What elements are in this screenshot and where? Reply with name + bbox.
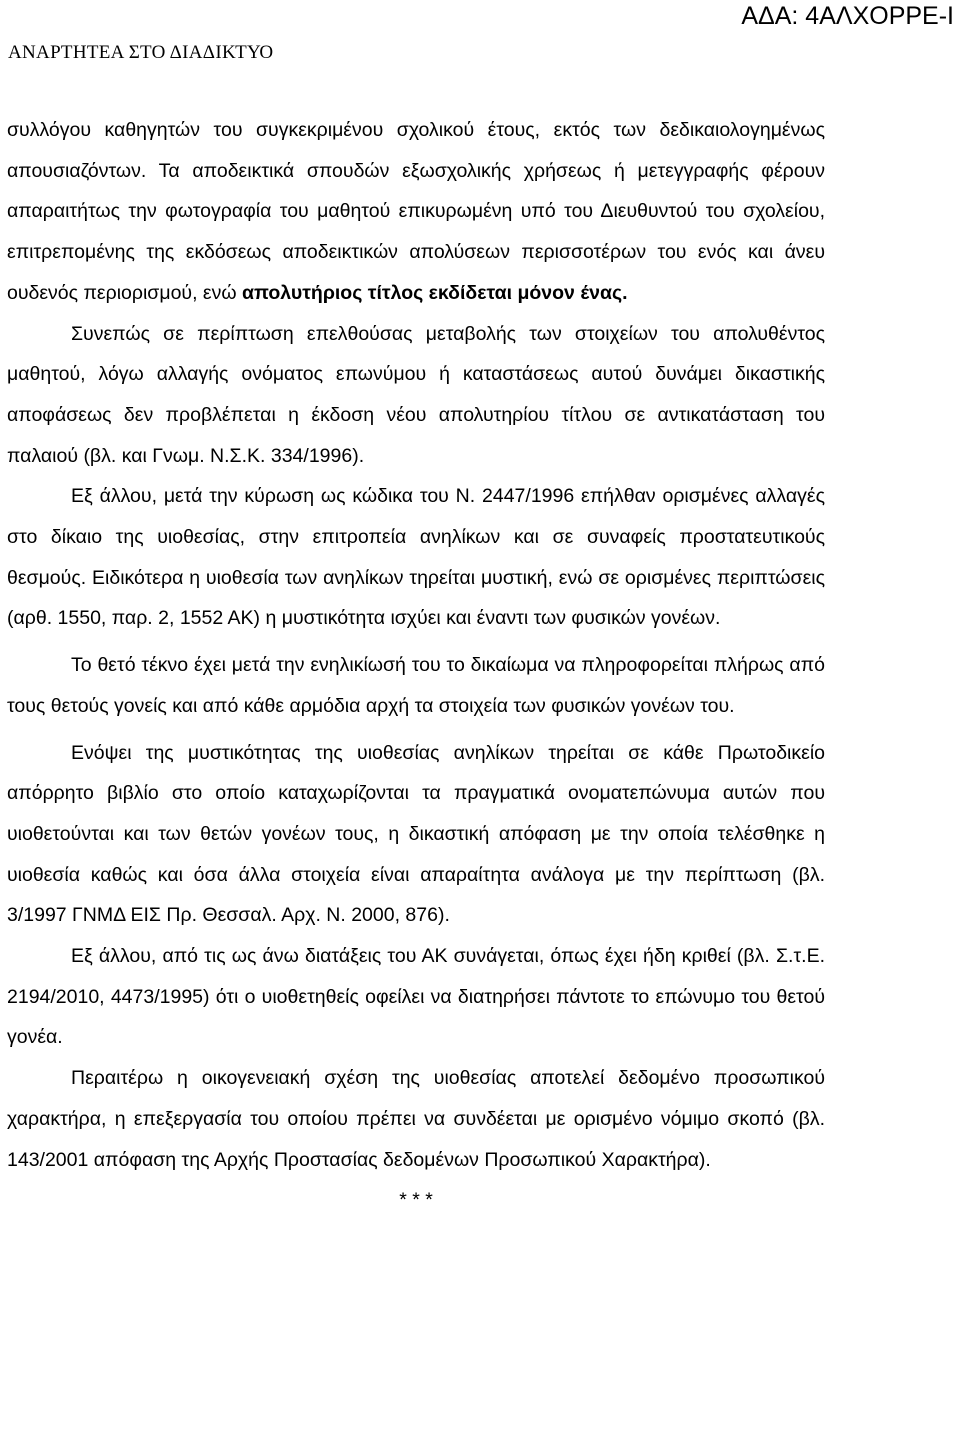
paragraph-3: Εξ άλλου, μετά την κύρωση ως κώδικα του Ν. 2447/1996 επήλθαν ορισμένες αλλαγές στο δίκαιο της υιοθεσίας, στην επιτροπεία ανηλίκων και σε συναφείς προστατευτικούς θεσμούς. Ειδικότερα η υιοθεσία των ανηλίκων τηρείται μυστική, ενώ σε ορισμένες περιπτώσεις (αρθ. 1550, παρ. 2, 1552 ΑΚ) η μυστικότητα ισχύει και έναντι των φυσικών γονέων.	[7, 485, 825, 630]
paragraph-1-bold: απολυτήριος τίτλος εκδίδεται μόνον ένας.	[242, 281, 628, 304]
paragraph-4: Το θετό τέκνο έχει μετά την ενηλικίωσή του το δικαίωμα να πληροφορείται πλήρως από τους θετούς γονείς και από κάθε αρμόδια αρχή τα στοιχεία των φυσικών γονέων του.	[7, 654, 825, 717]
paragraph-5: Ενόψει της μυστικότητας της υιοθεσίας ανηλίκων τηρείται σε κάθε Πρωτοδικείο απόρρητο βιβλίο στο οποίο καταχωρίζονται τα πραγματικά ονοματεπώνυμα αυτών που υιοθετούνται και των θετών γονέων τους, η δικαστική απόφαση με την οποία τελέσθηκε η υιοθεσία καθώς και όσα άλλα στοιχεία είναι απαραίτητα ανάλογα με την περίπτωση (βλ. 3/1997 ΓΝΜΔ ΕΙΣ Πρ. Θεσσαλ. Αρχ. Ν. 2000, 876).	[7, 741, 825, 927]
document-id: ΑΔΑ: 4ΑΛΧΟΡΡΕ-Ι	[741, 2, 954, 30]
paragraph-1	[7, 110, 825, 314]
section-separator: * * *	[399, 1189, 433, 1212]
paragraph-1-text: συλλόγου καθηγητών του συγκεκριμένου σχολικού έτους, εκτός των δεδικαιολογημένως απουσιαζόντων. Τα αποδεικτικά σπουδών εξωσχολικής χρήσεως ή μετεγγραφής φέρουν απαραιτήτως την φωτογραφία του μαθητού επικυρωμένη υπό του Διευθυντού του σχολείου, επιτρεπομένης της εκδόσεως αποδεικτικών απολύσεων περισσοτέρων του ενός και άνευ ουδενός περιορισμού, ενώ	[7, 119, 825, 304]
publication-notice: ΑΝΑΡΤΗΤΕΑ ΣΤΟ ΔΙΑΔΙΚΤΥΟ	[8, 42, 274, 63]
paragraph-2: Συνεπώς σε περίπτωση επελθούσας μεταβολής των στοιχείων του απολυθέντος μαθητού, λόγω αλλαγής ονόματος επωνύμου ή καταστάσεως αυτού δυνάμει δικαστικής αποφάσεως δεν προβλέπεται η έκδοση νέου απολυτηρίου τίτλου σε αντικατάσταση του παλαιού (βλ. και Γνωμ. Ν.Σ.Κ. 334/1996).	[7, 322, 825, 467]
paragraph-7: Περαιτέρω η οικογενειακή σχέση της υιοθεσίας αποτελεί δεδομένο προσωπικού χαρακτήρα, η επεξεργασία του οποίου πρέπει να συνδέεται με ορισμένο νόμιμο σκοπό (βλ. 143/2001 απόφαση της Αρχής Προστασίας δεδομένων Προσωπικού Χαρακτήρα).	[7, 1067, 825, 1171]
document-body	[7, 110, 825, 1220]
paragraph-6: Εξ άλλου, από τις ως άνω διατάξεις του ΑΚ συνάγεται, όπως έχει ήδη κριθεί (βλ. Σ.τ.Ε. 2194/2010, 4473/1995) ότι ο υιοθετηθείς οφείλει να διατηρήσει πάντοτε το επώνυμο του θετού γονέα.	[7, 945, 825, 1049]
